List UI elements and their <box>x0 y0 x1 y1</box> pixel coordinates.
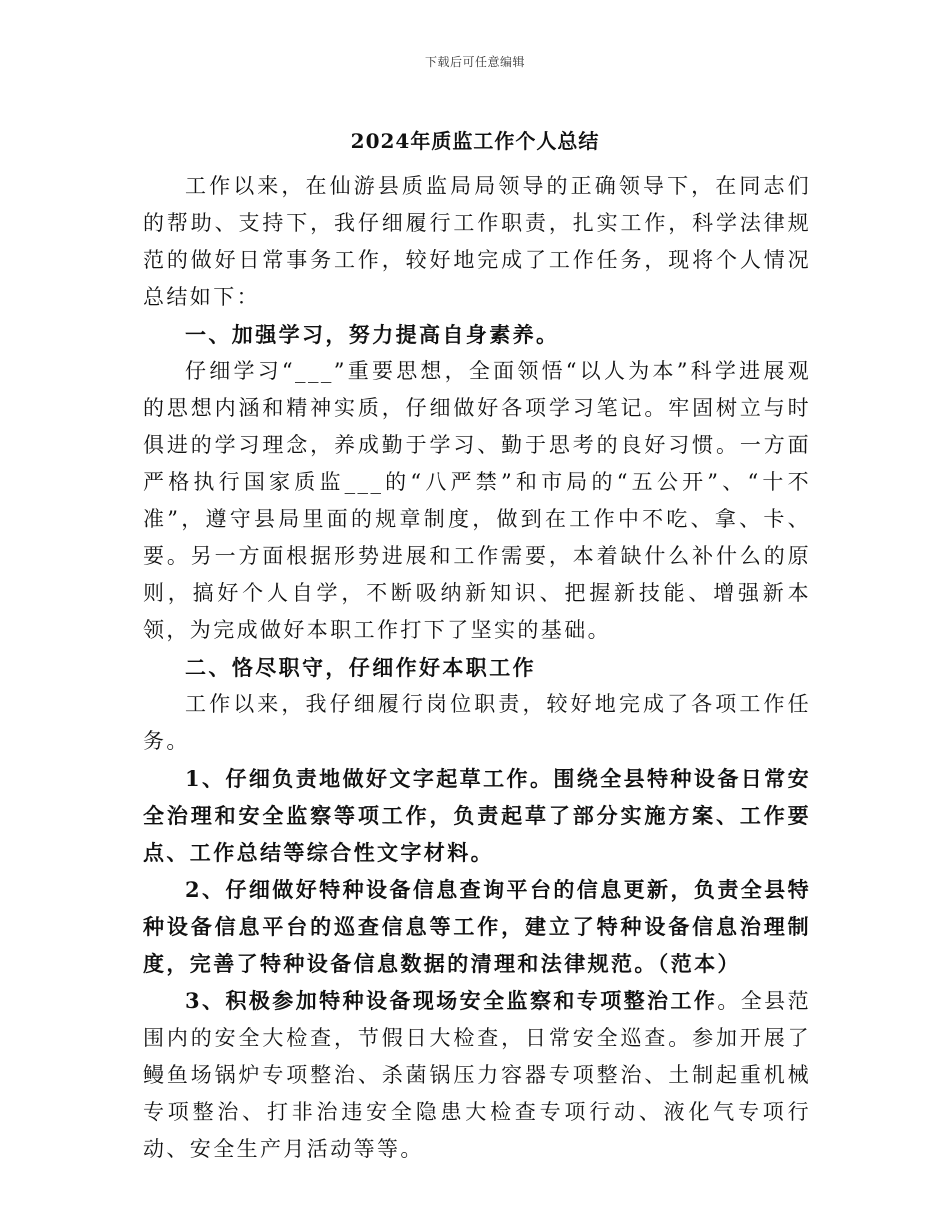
item-1-paragraph: 1、仔细负责地做好文字起草工作。围绕全县特种设备日常安全治理和安全监察等项工作，负责起草了部分实施方案、工作要点、工作总结等综合性文字材料。 <box>143 766 811 865</box>
document-body <box>143 168 811 1168</box>
item-3-rest: 。全县范围内的安全大检查，节假日大检查，日常安全巡查。参加开展了鳗鱼场锅炉专项整治、杀菌锅压力容器专项整治、土制起重机械专项整治、打非治违安全隐患大检查专项行动、液化气专项行动、安全生产月活动等等。 <box>143 989 811 1161</box>
intro-paragraph: 工作以来，在仙游县质监局局领导的正确领导下，在同志们的帮助、支持下，我仔细履行工作职责，扎实工作，科学法律规范的做好日常事务工作，较好地完成了工作任务，现将个人情况总结如下： <box>143 174 811 309</box>
section-2-heading: 二、恪尽职守，仔细作好本职工作 <box>185 655 536 680</box>
item-3-lead: 3、积极参加特种设备现场安全监察和专项整治工作 <box>185 988 718 1013</box>
document-title: 2024年质监工作个人总结 <box>350 129 600 153</box>
item-3-paragraph <box>143 982 811 1168</box>
page-header-note: 下载后可任意编辑 <box>424 55 525 69</box>
section-1-paragraph: 仔细学习“___”重要思想，全面领悟“以人为本”科学进展观的思想内涵和精神实质，仔细做好各项学习笔记。牢固树立与时俱进的学习理念，养成勤于学习、勤于思考的良好习惯。一方面严格执行国家质监___的“八严禁”和市局的“五公开”、“十不准”，遵守县局里面的规章制度，做到在工作中不吃、拿、卡、要。另一方面根据形势进展和工作需要，本着缺什么补什么的原则，搞好个人自学，不断吸纳新知识、把握新技能、增强新本领，为完成做好本职工作打下了坚实的基础。 <box>143 359 811 642</box>
item-2-paragraph: 2、仔细做好特种设备信息查询平台的信息更新，负责全县特种设备信息平台的巡查信息等工作，建立了特种设备信息治理制度，完善了特种设备信息数据的清理和法律规范。（范本） <box>143 877 811 976</box>
section-2-intro-paragraph: 工作以来，我仔细履行岗位职责，较好地完成了各项工作任务。 <box>143 692 811 753</box>
section-1-heading: 一、加强学习，努力提高自身素养。 <box>185 322 560 347</box>
